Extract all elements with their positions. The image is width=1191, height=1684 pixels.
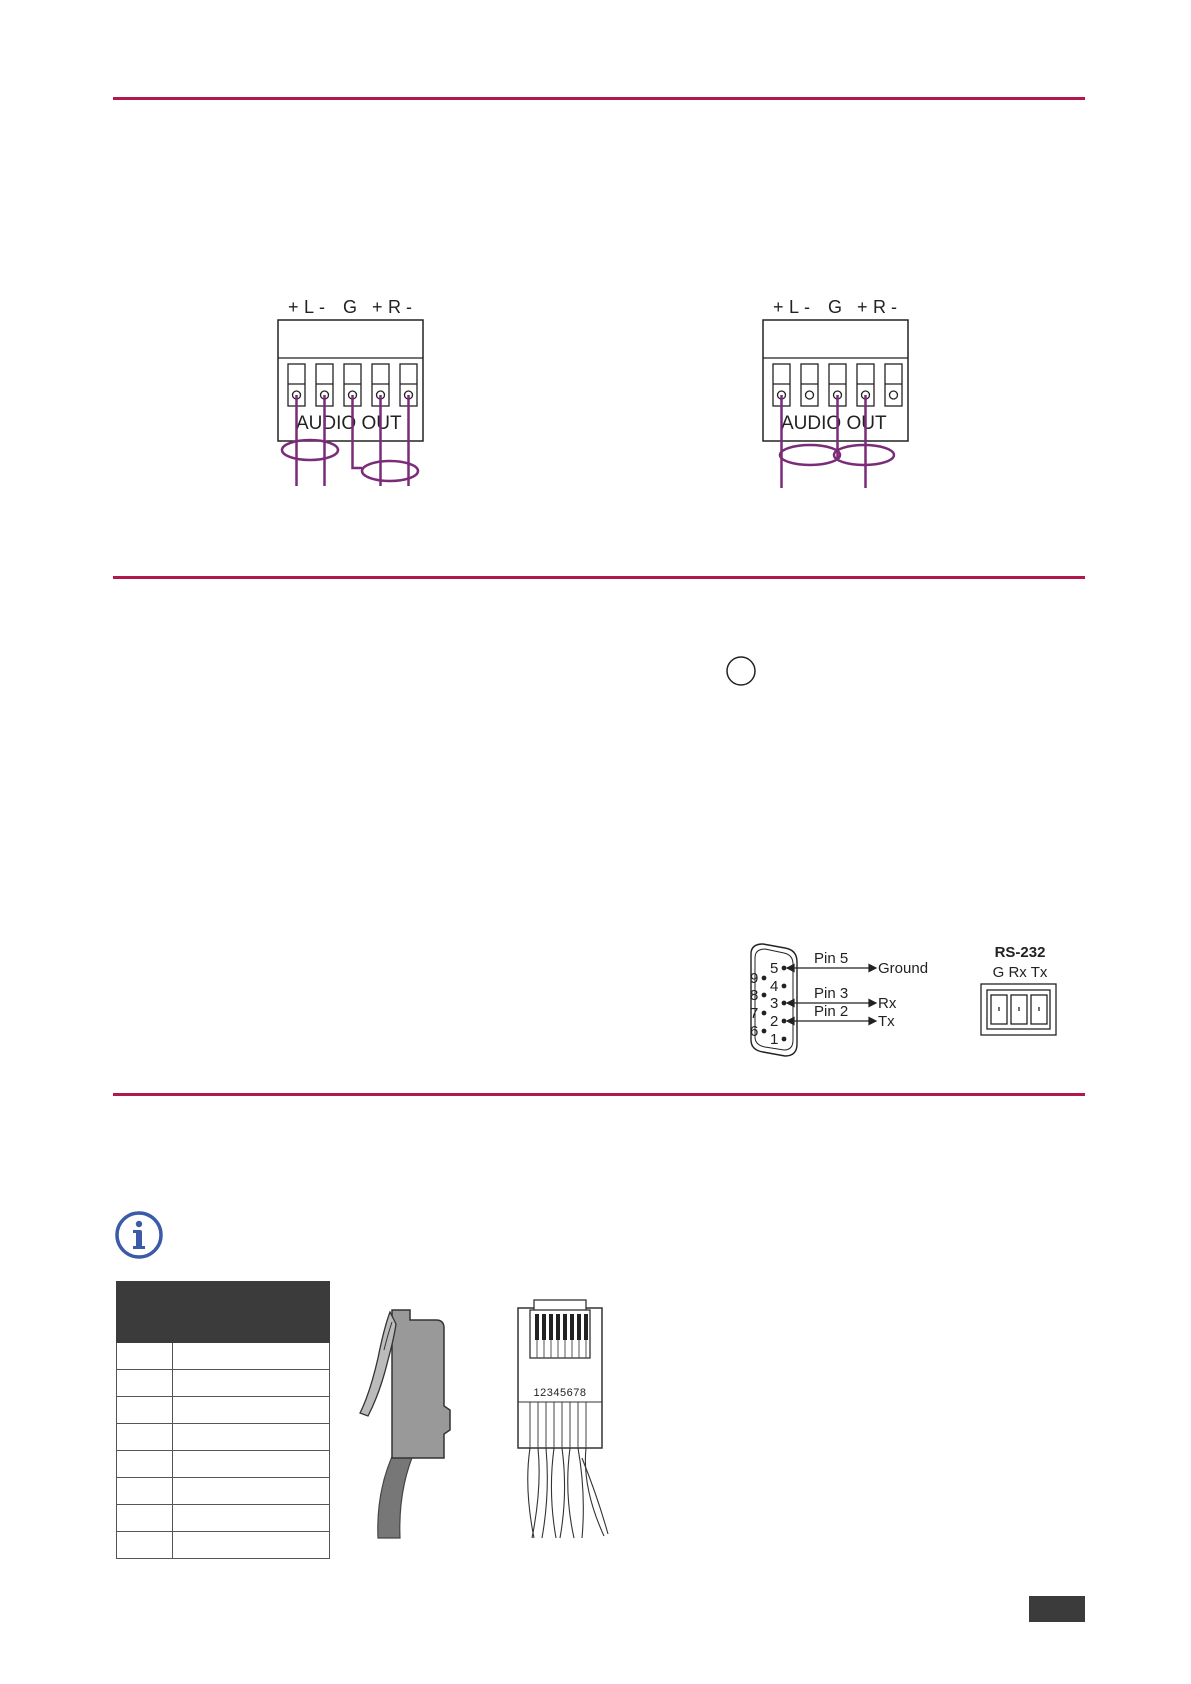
audio-label-minus-r: - [891, 297, 897, 317]
info-icon [114, 1210, 164, 1260]
table-row [117, 1343, 330, 1370]
db9-pin-1: 1 [770, 1031, 779, 1048]
db9-pin-6: 6 [750, 1023, 759, 1040]
circle-marker-icon [725, 655, 757, 687]
audio-label-l: L [304, 297, 315, 317]
table-row [117, 1370, 330, 1397]
db9-pin-2: 2 [770, 1013, 779, 1030]
rs232-rx-label: Rx [878, 995, 897, 1012]
table-title-bar [117, 1282, 330, 1311]
rs232-pin-3-label: Pin 3 [814, 985, 849, 1002]
audio-label-minus-l: - [319, 297, 325, 317]
rj45-plug-front-view [512, 1298, 612, 1548]
audio-out-label: AUDIO OUT [781, 413, 887, 434]
table-row [117, 1532, 330, 1559]
rs232-pin-5-label: Pin 5 [814, 950, 849, 967]
section-divider-lower [113, 1093, 1085, 1096]
audio-label-plus-l: + [773, 297, 784, 317]
section-divider-middle [113, 576, 1085, 579]
audio-label-r: R [873, 297, 886, 317]
rs232-terminal-block [975, 940, 1065, 1040]
audio-label-plus-l: + [288, 297, 299, 317]
audio-label-plus-r: + [857, 297, 868, 317]
table-row [117, 1397, 330, 1424]
db9-pin-8: 8 [750, 987, 759, 1004]
table-row [117, 1424, 330, 1451]
audio-label-r: R [388, 297, 401, 317]
rs232-terminal-title: RS-232 [994, 944, 1046, 961]
table-row [117, 1478, 330, 1505]
db9-pin-4: 4 [770, 978, 779, 995]
audio-label-g: G [828, 297, 843, 317]
rs232-tx-label: Tx [878, 1013, 895, 1030]
audio-label-plus-r: + [372, 297, 383, 317]
rs232-ground-label: Ground [878, 960, 929, 977]
table-header-wire [173, 1311, 330, 1343]
rs232-pin-2-label: Pin 2 [814, 1003, 849, 1020]
table-row [117, 1451, 330, 1478]
rs232-terminal-pins: G Rx Tx [992, 964, 1048, 981]
db9-pin-7: 7 [750, 1005, 759, 1022]
audio-label-minus-l: - [804, 297, 810, 317]
rj45-plug-side-view [350, 1298, 460, 1548]
table-header-pin [117, 1311, 173, 1343]
rs232-db9-diagram [745, 940, 945, 1060]
audio-out-unbalanced-diagram [755, 290, 935, 490]
rj45-pinout-table [116, 1281, 330, 1559]
db9-pin-9: 9 [750, 970, 759, 987]
rj45-pin-numbers: 12345678 [533, 1387, 587, 1399]
page-number-badge [1029, 1596, 1085, 1622]
section-divider-top [113, 97, 1085, 100]
audio-label-l: L [789, 297, 800, 317]
db9-pin-5: 5 [770, 960, 779, 977]
db9-pin-3: 3 [770, 995, 779, 1012]
audio-label-minus-r: - [406, 297, 412, 317]
audio-out-label: AUDIO OUT [296, 413, 402, 434]
audio-label-g: G [343, 297, 358, 317]
table-row [117, 1505, 330, 1532]
audio-out-balanced-diagram [270, 290, 450, 490]
